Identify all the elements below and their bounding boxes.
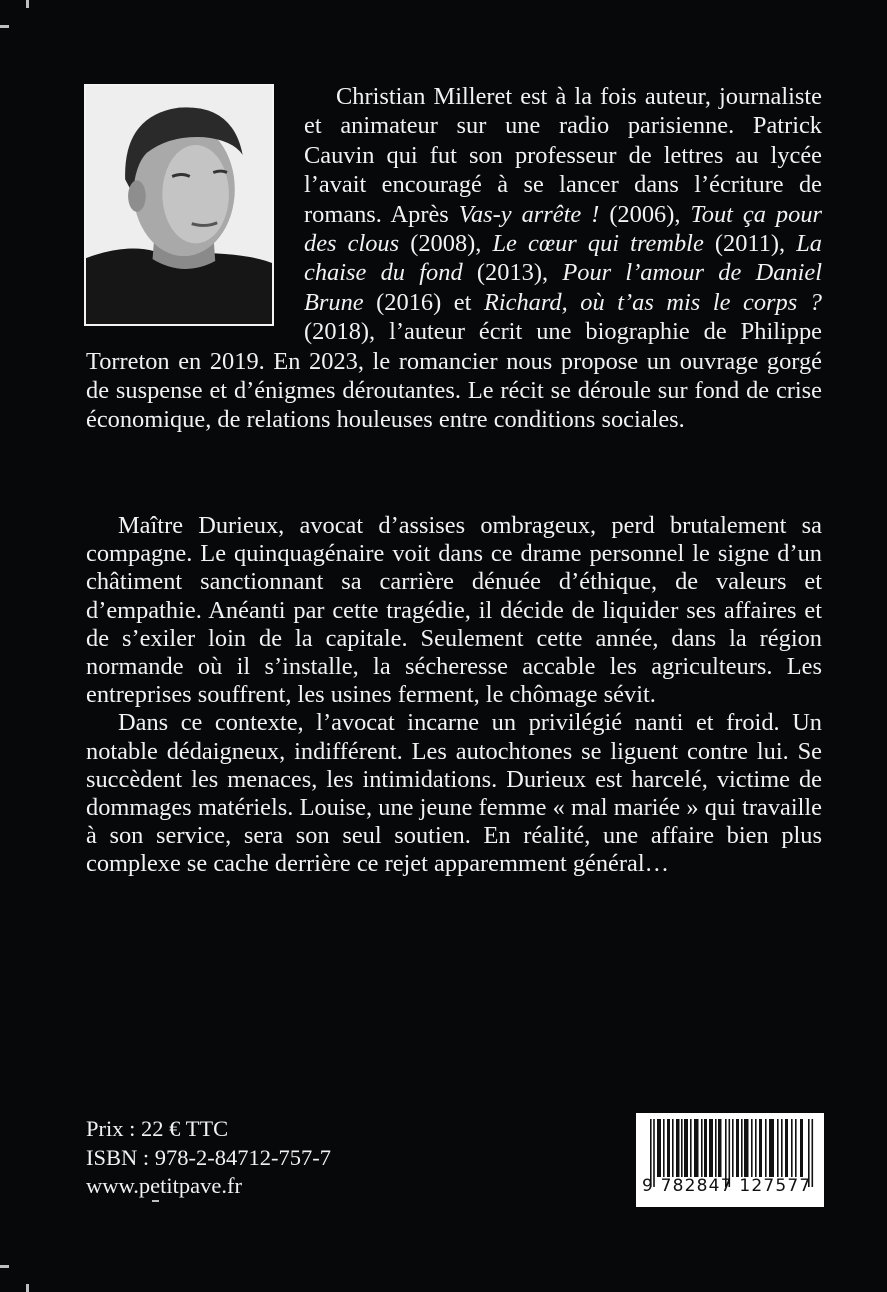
isbn-barcode: [636, 1113, 824, 1207]
bio-text-intro: Christian Milleret est à la fois auteur, journaliste et animateur sur une radio parisienne. Patrick Cauvin qui fut son professeur de lettres au lycée l’avait encouragé à se lancer dans l’écriture de romans. Après: [304, 83, 822, 228]
book-title: Tout ça pour des clous: [304, 200, 823, 258]
author-biography: [86, 82, 822, 435]
book-title: Pour l’amour de Daniel Brune: [304, 259, 822, 316]
publisher-website: www.petitpave.fr: [86, 1173, 242, 1198]
synopsis-paragraph-1: Maître Durieux, avocat d’assises ombrageux, perd brutalement sa compagne. Le quinquagénaire voit dans ce drame personnel le signe d’un châtiment sanctionnant sa carrière dénuée d’éthique, de valeurs et d’empathie. Anéanti par cette tragédie, il décide de liquider ses affaires et de s’exiler loin de la capitale. Seulement cette année, dans la région normande où il s’installe, la sécheresse accable les agriculteurs. Les entreprises souffrent, les usines ferment, le chômage sévit.: [86, 512, 822, 709]
price: Prix : 22 € TTC: [86, 1116, 229, 1141]
bio-text: (2013),: [462, 259, 563, 287]
bio-text: (2011),: [703, 230, 797, 258]
crop-mark-bottom-left-horizontal: [0, 1265, 9, 1268]
bio-text: (2008),: [399, 230, 493, 258]
crop-mark-top-left-vertical: [26, 0, 29, 8]
bio-text: (2016) et: [363, 288, 484, 316]
book-title: Vas-y arrête !: [458, 200, 600, 228]
barcode-digits: 9 782847 127577: [642, 1176, 812, 1196]
crop-mark-top-left-horizontal: [0, 25, 9, 28]
bio-text-rest: (2018), l’auteur écrit une biographie de Philippe Torreton en 2019. En 2023, le romancier nous propose un ouvrage gorgé de suspense et d’énigmes déroutantes. Le récit se déroule sur fond de crise économique, de relations houleuses entre conditions sociales.: [86, 318, 822, 434]
publishing-info: [86, 1115, 331, 1201]
isbn: ISBN : 978-2-84712-757-7: [86, 1144, 331, 1170]
photo-wrap-spacer: [86, 82, 304, 344]
crop-mark-bottom-left-vertical: [26, 1284, 29, 1292]
synopsis: [86, 512, 822, 879]
synopsis-paragraph-2: Dans ce contexte, l’avocat incarne un privilégié nanti et froid. Un notable dédaigneux, indifférent. Les autochtones se liguent contre lui. Se succèdent les menaces, les intimidations. Durieux est harcelé, victime de dommages matériels. Louise, une jeune femme « mal mariée » qui travaille à son service, sera son seul soutien. En réalité, une affaire bien plus complexe se cache derrière ce rejet apparemment général…: [86, 709, 822, 878]
book-title: Le cœur qui tremble: [492, 230, 704, 258]
bio-text: (2006),: [599, 200, 691, 228]
book-title: Richard, où t’as mis le corps ?: [483, 288, 823, 316]
book-title: La chaise du fond: [304, 230, 822, 287]
